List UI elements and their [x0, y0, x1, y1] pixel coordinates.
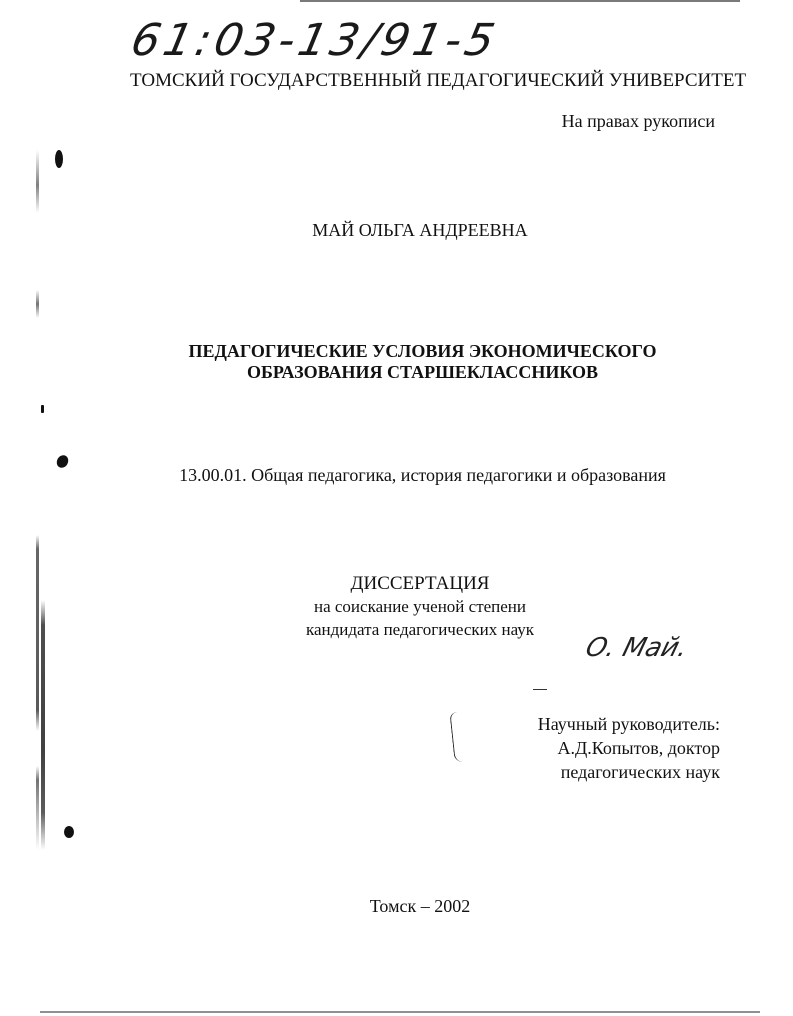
dissertation-heading: ДИССЕРТАЦИЯ — [350, 573, 490, 594]
scan-blot — [41, 405, 44, 413]
scan-bottom-border — [40, 1011, 760, 1013]
scan-left-edge-shadow — [41, 600, 45, 850]
signature-dash — [533, 689, 547, 690]
degree-name: кандидата педагогических наук — [305, 620, 535, 639]
place-and-year: Томск – 2002 — [369, 896, 471, 916]
degree-purpose: на соискание ученой степени — [313, 597, 527, 616]
dissertation-title — [150, 341, 695, 383]
handwritten-catalog-number: 61:03-13/91-5 — [126, 15, 503, 66]
scan-left-edge-artifact — [36, 150, 39, 850]
author-signature: О. Май. — [582, 633, 691, 663]
title-line-2: ОБРАЗОВАНИЯ СТАРШЕКЛАССНИКОВ — [246, 362, 599, 382]
university-name: ТОМСКИЙ ГОСУДАРСТВЕННЫЙ ПЕДАГОГИЧЕСКИЙ УНИВЕРСИТЕТ — [130, 70, 747, 91]
specialty-code: 13.00.01. Общая педагогика, история педагогики и образования — [179, 465, 666, 485]
advisor-label: Научный руководитель: — [537, 714, 720, 734]
advisor-name: А.Д.Копытов, доктор — [557, 738, 720, 758]
scan-top-border — [300, 0, 740, 2]
author-name: МАЙ ОЛЬГА АНДРЕЕВНА — [312, 220, 528, 240]
scan-blot — [54, 453, 70, 470]
scan-blot — [64, 826, 74, 838]
pen-bracket-mark — [449, 712, 463, 762]
scan-blot — [55, 150, 63, 168]
title-line-1: ПЕДАГОГИЧЕСКИЕ УСЛОВИЯ ЭКОНОМИЧЕСКОГО — [188, 341, 657, 361]
advisor-degree: педагогических наук — [560, 762, 720, 782]
manuscript-rights-note: На правах рукописи — [561, 111, 715, 131]
